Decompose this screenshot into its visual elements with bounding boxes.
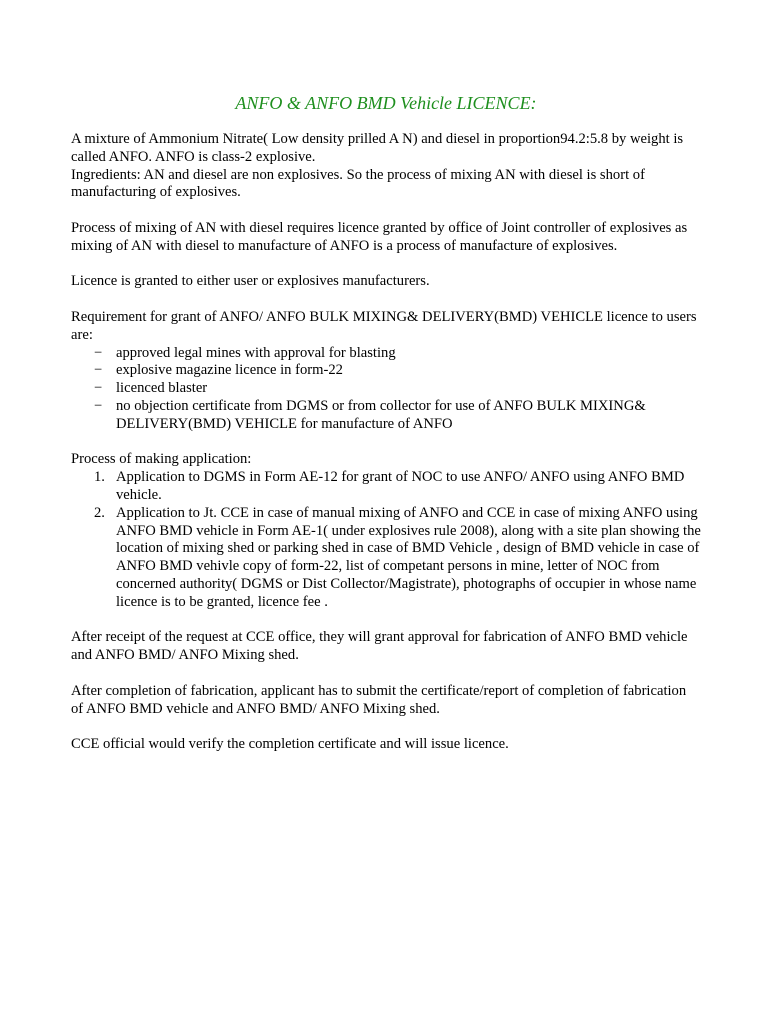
intro-paragraph: A mixture of Ammonium Nitrate( Low density prilled A N) and diesel in proportion94.2:5.8 by weight is called ANFO. ANFO is class-2 explosive. <box>71 131 684 165</box>
paragraph-spacer <box>71 718 701 736</box>
requirements-list <box>71 345 701 434</box>
application-heading: Process of making application: <box>71 451 252 468</box>
application-steps-list <box>71 469 701 611</box>
document-title: ANFO & ANFO BMD Vehicle LICENCE: <box>235 93 537 113</box>
licence-paragraph: Licence is granted to either user or explosives manufacturers. <box>71 273 430 290</box>
list-item <box>94 504 701 612</box>
paragraph-spacer <box>71 256 701 274</box>
step-number: 2. <box>94 504 105 521</box>
paragraph-spacer <box>71 665 701 683</box>
step-number: 1. <box>94 469 105 486</box>
list-item: − approved legal mines with approval for blasting <box>116 345 701 363</box>
after-receipt-paragraph: After receipt of the request at CCE office, they will grant approval for fabrication of ANFO BMD vehicle and ANFO BMD/ ANFO Mixing shed. <box>71 629 688 664</box>
step-text: Application to DGMS in Form AE-12 for grant of NOC to use ANFO/ ANFO using ANFO BMD vehicle. <box>116 469 685 503</box>
list-item: − no objection certificate from DGMS or from collector for use of ANFO BULK MIXING& DELIVERY(BMD) VEHICLE for manufacture of ANFO <box>116 398 701 434</box>
paragraph-spacer <box>71 291 701 309</box>
after-completion-paragraph: After completion of fabrication, applicant has to submit the certificate/report of completion of fabrication of ANFO BMD vehicle and ANFO BMD/ ANFO Mixing shed. <box>71 682 687 717</box>
cce-verification-paragraph: CCE official would verify the completion certificate and will issue licence. <box>71 736 509 753</box>
process-paragraph: Process of mixing of AN with diesel requires licence granted by office of Joint controller of explosives as mixing of AN with diesel to manufacture of ANFO is a process of manufacture of explosives. <box>71 219 688 254</box>
list-item <box>94 469 701 505</box>
requirements-heading: Requirement for grant of ANFO/ ANFO BULK MIXING& DELIVERY(BMD) VEHICLE licence to users are: <box>71 308 697 343</box>
paragraph-spacer <box>71 202 701 220</box>
list-item: − licenced blaster <box>116 380 701 398</box>
document-page <box>71 92 701 754</box>
ingredients-paragraph: Ingredients: AN and diesel are non explosives. So the process of mixing AN with diesel is short of manufacturing of explosives. <box>71 166 645 201</box>
paragraph-spacer <box>71 612 701 630</box>
paragraph-spacer <box>71 434 701 452</box>
list-item: − explosive magazine licence in form-22 <box>116 362 701 380</box>
step-text: Application to Jt. CCE in case of manual mixing of ANFO and CCE in case of mixing ANFO using ANFO BMD vehicle in Form AE-1( under explosives rule 2008), along with a site plan showing the location of mixing shed or parking shed in case of BMD Vehicle , design of BMD vehicle in case of ANFO BMD vehivle copy of form-22, list of competant persons in mine, letter of NOC from concerned authority( DGMS or Dist Collector/Magistrate), photographs of occupier in whose name licence is to be granted, licence fee . <box>116 504 701 610</box>
